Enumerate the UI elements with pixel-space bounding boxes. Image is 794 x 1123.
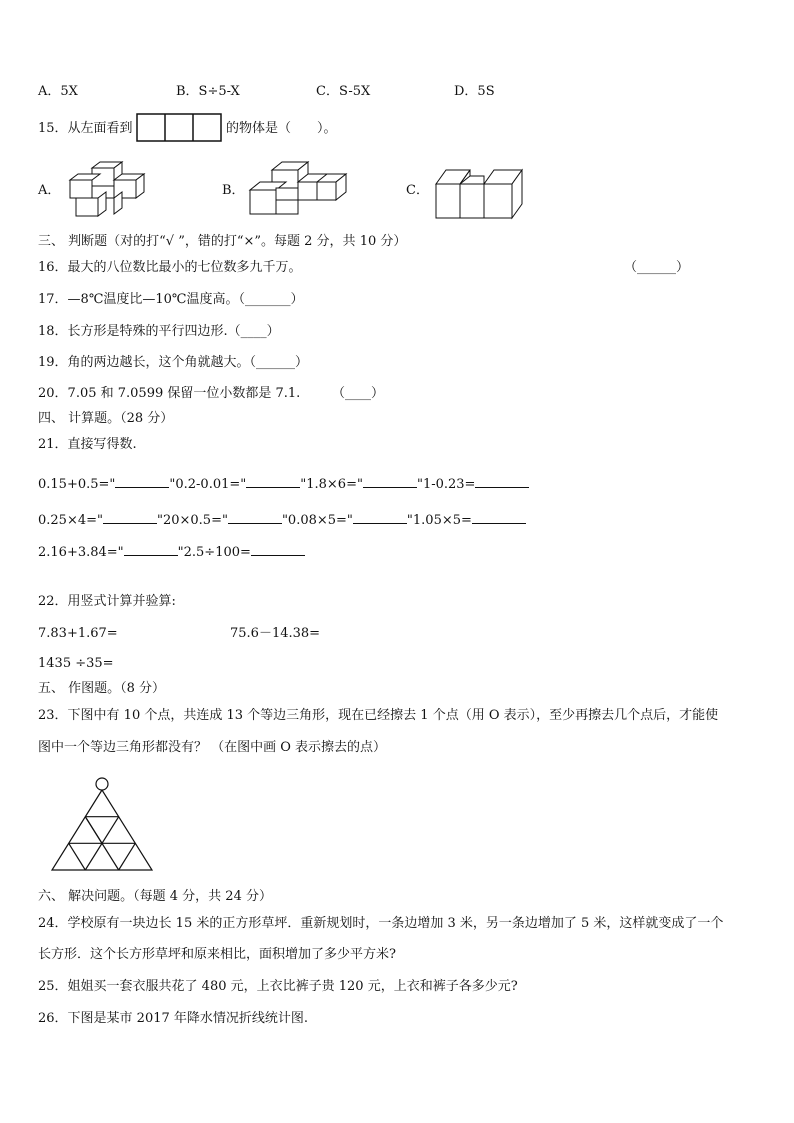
calc-item: "0.2-0.01=" [169,477,247,492]
answer-blank[interactable] [103,511,157,524]
question-22: 22．用竖式计算并验算: [38,594,176,609]
calc-item: "1.8×6=" [300,477,363,492]
answer-blank[interactable] [124,543,178,556]
question-15-suffix: 的物体是（ ）。 [226,121,337,136]
calc-row-3 [38,543,305,561]
answer-blank[interactable] [246,475,300,488]
left-view-figure [136,113,222,143]
option-c-label: C． [406,183,429,198]
question-17: 17．—8℃温度比—10℃温度高。（_______） [38,292,304,307]
calc-item: "0.08×5=" [281,513,353,528]
cube-figure-b [248,160,348,216]
answer-blank[interactable] [115,475,169,488]
question-23-line-2: 图中一个等边三角形都没有？ （在图中画 O 表示擦去的点） [38,740,387,755]
question-16-answer: （______） [624,260,690,275]
question-19: 19．角的两边越长，这个角就越大。（______） [38,355,309,370]
option-b-label: B． [222,183,245,198]
question-22-a: 7.83+1.67= [38,626,118,641]
question-21: 21．直接写得数. [38,437,137,452]
option-d: D．5S [454,84,495,99]
erased-point-marker [96,778,108,790]
cube-figure-c [434,166,526,220]
option-b: B．S÷5-X [176,84,240,99]
question-23-line-1: 23．下图中有 10 个点，共连成 13 个等边三角形，现在已经擦去 1 个点（用 O 表示），至少再擦去几个点后，才能使 [38,708,719,723]
cube-figure-a [62,158,146,220]
question-26: 26．下图是某市 2017 年降水情况折线统计图. [38,1011,309,1026]
section-3-title: 三、 判断题（对的打“√ ”，错的打“×”。每题 2 分，共 10 分） [38,234,407,249]
answer-blank[interactable] [472,511,526,524]
calc-item: 2.16+3.84=" [38,545,124,560]
calc-item: 0.25×4=" [38,513,103,528]
question-15-prefix: 15．从左面看到 [38,121,133,136]
calc-item: "1-0.23= [416,477,476,492]
option-a: A．5X [38,84,78,99]
question-25: 25．姐姐买一套衣服共花了 480 元，上衣比裤子贵 120 元，上衣和裤子各多少元? [38,979,518,994]
question-24-line-1: 24．学校原有一块边长 15 米的正方形草坪．重新规划时，一条边增加 3 米，另一条边增加了 5 米，这样就变成了一个 [38,916,724,931]
option-c: C．S-5X [316,84,371,99]
question-16: 16．最大的八位数比最小的七位数多九千万。 [38,260,302,275]
answer-blank[interactable] [251,543,305,556]
calc-item: "2.5÷100= [177,545,251,560]
question-18: 18．长方形是特殊的平行四边形.（____） [38,324,280,339]
question-22-b: 75.6－14.38= [230,626,321,641]
calc-item: "20×0.5=" [156,513,228,528]
option-a-label: A． [38,183,61,198]
answer-blank[interactable] [353,511,407,524]
answer-blank[interactable] [363,475,417,488]
answer-blank[interactable] [228,511,282,524]
section-6-title: 六、 解决问题。（每题 4 分，共 24 分） [38,889,272,904]
question-20-answer: （____） [332,386,385,401]
question-24-line-2: 长方形．这个长方形草坪和原来相比，面积增加了多少平方米? [38,947,396,962]
section-5-title: 五、 作图题。（8 分） [38,681,166,696]
section-4-title: 四、 计算题。（28 分） [38,411,174,426]
calc-item: 0.15+0.5=" [38,477,116,492]
question-20: 20．7.05 和 7.0599 保留一位小数都是 7.1. [38,386,301,401]
triangle-dot-figure [50,776,160,874]
calc-item: "1.05×5= [406,513,472,528]
calc-row-1 [38,475,529,493]
answer-blank[interactable] [475,475,529,488]
question-22-c: 1435 ÷35= [38,656,114,671]
calc-row-2 [38,511,526,529]
